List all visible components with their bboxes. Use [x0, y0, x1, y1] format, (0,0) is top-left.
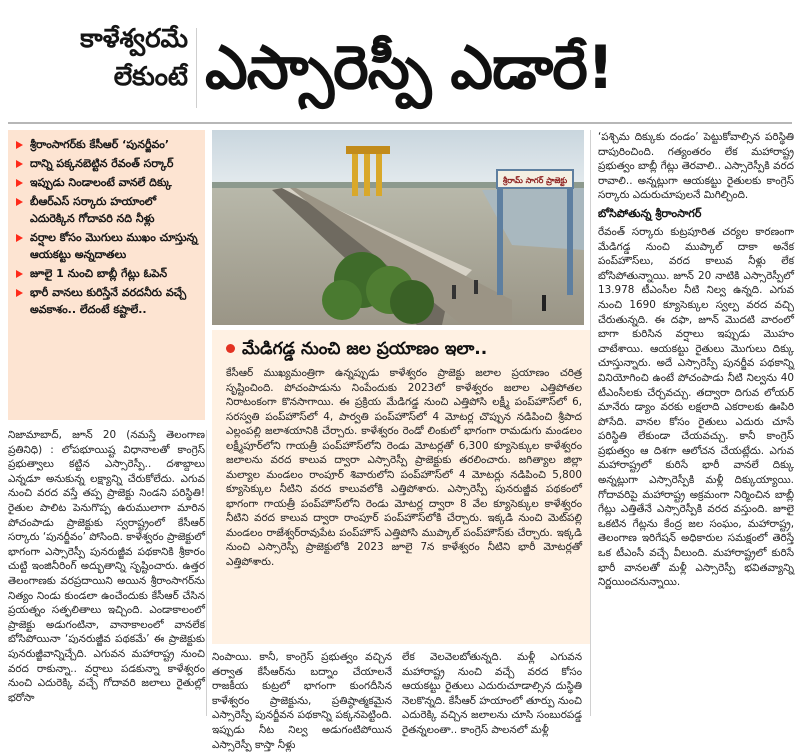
headline-rule	[8, 122, 792, 124]
article-column-right	[598, 130, 794, 716]
feature-title: మేడిగడ్డ నుంచి జల ప్రయాణం ఇలా..	[226, 336, 582, 362]
kicker-line-2: లేకుంటే	[113, 62, 188, 92]
article-column-left	[8, 428, 205, 716]
highlight-item: భారీ వానలు కురిస్తేనే వరదనీరు వచ్చే అవకాశం.. లేదంటే కష్టాలే..	[16, 284, 199, 318]
page-title: ఎస్సారెస్పీ ఎడారే!	[205, 33, 614, 103]
highlights-box	[8, 130, 205, 420]
column-rule	[206, 430, 207, 716]
highlight-item: శ్రీరాంసాగర్‌కు కేసీఆర్ ‘పునర్జీవం’	[16, 136, 199, 153]
highlight-item: జూలై 1 నుంచి బాబ్లీ గేట్లు ఓపెన్	[16, 265, 199, 282]
highlight-item: దాన్ని పక్కనబెట్టిన రేవంత్ సర్కార్	[16, 155, 199, 172]
article-paragraph: రేవంత్ సర్కారు కుట్రపూరిత చర్యల కారణంగా మేడిగడ్డ నుంచి ముప్కాల్ దాకా అనేక పంప్‌హౌస్‌లు, వరద కాలువ నీళ్లు లేక బోసిపోతున్నాయి. జూన్ 20 నాటికి ఎస్సారెస్పీలో 13.978 టీఎంసీల నీటి నిల్వ ఉన్నది. ఎగువ నుంచి 1690 క్యూసెక్కుల స్వల్ప వరద వచ్చి చేరుతున్నది. ఈ దఫా, జూన్ మొదటి వారంలో బాగా కురిసిన వర్షాలు ఇప్పుడు మొహం చాటేశాయి. ఆయకట్టు రైతులు మొగులు దిక్కు చూస్తున్నారు. అదే ఎస్సారెస్పీ పునర్జీవ పథకాన్ని వినియోగించి ఉంటే పోచంపాడు నీటి నిల్వను 40 టీఎంసీలకు చేర్చవచ్చు. తద్వారా దిగువ లోయర్ మానేరు డ్యాం వరకు లక్షలాది ఎకరాలకు ఊపిరి పోసేది. వానల కోసం రైతులు ఎదురు చూసే పరిస్థితి లేకుండా చేయవచ్చు. కానీ కాంగ్రెస్ ప్రభుత్వం ఆ దిశగా ఆలోచన చేయట్లేదు. ఎగువ మహారాష్ట్రలో కురిసే భారీ వానలే దిక్కు అన్నట్లుగా ఎస్సారెస్పీకి మళ్లీ దిక్కుయ్యాయి. గోదావరిపై మహారాష్ట్ర అక్రమంగా నిర్మించిన బాబ్లీ గేట్లు ఎత్తితేనే ఎస్సారెస్పీకి వరద వస్తుంది. జూలై ఒకటిన గేట్లను కేంద్ర జల సంఘం, మహారాష్ట్ర, తెలంగాణ ఇరిగేషన్ అధికారుల సమక్షంలో తెరిస్తే ఒక టీఎంసీ వచ్చే వీలుంది. మహారాష్ట్రలో కురిసే భారీ వానలతో మళ్లీ ఎస్సారెస్పీ భవితవ్యాన్ని నిర్ణయించనున్నాయి.	[598, 225, 794, 589]
dam-sign-label: శ్రీరామ్ సాగర్ ప్రాజెక్టు	[502, 176, 568, 185]
photo-dam	[212, 130, 584, 325]
headline-kicker	[8, 20, 188, 96]
article-paragraph: లేక వెలవెలబోతున్నది. మళ్లీ ఎగువన మహారాష్ట్ర నుంచి వచ్చే వరద కోసం ఆయకట్టు రైతులు ఎదురుచూడాల్సిన దుస్థితి నెలకొన్నది. కేసీఆర్ హయాంలో తూర్పు నుంచి ఎదురెక్కి వచ్చిన జలాలను చూసి సంబురపడ్డ రైతన్నలంతా.. కాంగ్రెస్ పాలనలో మళ్లీ	[402, 651, 582, 736]
article-column-middle	[212, 650, 584, 751]
headline-divider	[196, 28, 197, 108]
article-paragraph: ‘పశ్చిమ దిక్కుకు దండం’ పెట్టుకోవాల్సిన పరిస్థితి దాపురించింది. గత్యంతరం లేక మహారాష్ట్ర ప్రభుత్వం బాబ్లీ గేట్లు తెరవాలి.. ఎస్సారెస్పీకి వరద రావాలి.. అన్నట్లుగా ఆయకట్టు రైతులకు కాంగ్రెస్ సర్కారు ఎదురుచూపులనే మిగిల్చింది.	[598, 131, 794, 202]
highlight-item: బీఆర్ఎస్ సర్కారు హయాంలో ఎదురెక్కిన గోదావరి నది నీళ్లు	[16, 193, 199, 227]
article-paragraph: నింపాయి. కానీ, కాంగ్రెస్ ప్రభుత్వం వచ్చిన తర్వాత కేసీఆర్‌ను బద్నాం చేయాలనే రాజకీయ కుట్రలో భాగంగా కుంగదీసిన కాళేశ్వరం ప్రాజెక్టును, ప్రతిష్ఠాత్మకమైన ఎస్సారెస్పీ పునర్జీవన పథకాన్ని పక్కనపెట్టింది. ఇప్పుడు నీట నిల్వ అడుగంటిపోయిన ఎస్సారెస్పీ కాస్తా నీళ్లు	[212, 651, 392, 751]
highlight-item: ఇప్పుడు నిండాలంటే వానలే దిక్కు	[16, 174, 199, 191]
feature-box	[212, 330, 590, 644]
dam-photo	[212, 130, 584, 325]
article-paragraph: నిజామాబాద్, జూన్ 20 (నమస్తే తెలంగాణ ప్రతినిధి) : లోపభూయిష్ట విధానాలతో కాంగ్రెస్ ప్రభుత్వాలు కట్టిన ఎస్సారెస్పీ.. దశాబ్దాలు ఎన్నడూ అనుకున్న లక్ష్యాన్ని చేరుకోలేదు. ఎగువ నుంచి వరద వస్తే తప్ప ప్రాజెక్టు నిండని పరిస్థితి! రైతుల పాలిట పెనుగొప్ప ఉరుములాగా మారిన పోచంపాడు ప్రాజెక్టుకు స్వరాష్ట్రంలో కేసీఆర్ సర్కారు ‘పునర్జీవం’ పోసింది. కాళేశ్వరం ప్రాజెక్టులో భాగంగా ఎస్సారెస్పీ పునరుజ్జీవ పథకానికి శ్రీకారం చుట్టి ఇంజినీరింగ్ అద్భుతాన్ని సృష్టించారు. ఉత్తర తెలంగాణకు వరప్రదాయిని అయిన శ్రీరాంసాగర్‌ను నిత్యం నిండు కుండలా ఉంచేందుకు కేసీఆర్ చేసిన ప్రయత్నం సత్ఫలితాలు ఇచ్చింది. ఎండాకాలంలో ప్రాజెక్టు అడుగంటినా, వానాకాలంలో వానలేక బోసిపోయినా ‘పునరుజ్జీవ పథకమే’ ఈ ప్రాజెక్టుకు పునరుజ్జీవాన్నిచ్చేది. ఎగువన మహారాష్ట్ర నుంచి వరద రాకున్నా.. వర్షాలు పడకున్నా కాళేశ్వరం నుంచి ఎదురెక్కి వచ్చే గోదావరి జలాలు రైతుల్లో భరోసా	[8, 429, 205, 704]
kicker-line-1: కాళేశ్వరమే	[80, 24, 188, 54]
feature-body: కేసీఆర్ ముఖ్యమంత్రిగా ఉన్నప్పుడు కాళేశ్వరం ప్రాజెక్టు జలాల ప్రయాణం చరిత్ర సృష్టించింది. పోచంపాడును నింపేందుకు 2023లో కాళేశ్వరం జలాల ఎత్తిపోతల నిరాటంకంగా కొనసాగాయి. ఈ ప్రక్రియ మేడిగడ్డ నుంచి ఎత్తిపోసి లక్ష్మీ పంప్‌హౌస్‌లో 6, సరస్వతి పంప్‌హౌస్‌లో 4, పార్వతి పంప్‌హౌస్‌లో 4 మోటర్ల చొప్పున నడిపించి శ్రీపాద ఎల్లంపల్లి జలాశయానికి చేర్చారు. కాళేశ్వరం రెండో లింకులో భాగంగా రామడుగు మండలం లక్ష్మీపూర్‌లోని గాయత్రీ పంప్‌హౌస్‌లోని రెండు మోటర్లతో 6,300 క్యూసెక్కుల కాళేశ్వరం జలాలను వరద కాలువ ద్వారా ఎస్సారెస్పీ ప్రాజెక్టుకు తరలించారు. జగిత్యాల జిల్లా మల్యాల మండలం రాంపూర్ శివారులోని పంప్‌హౌస్‌లో 4 మోటర్లు నడిపించి 5,800 క్యూసెక్కుల నీటిని వరద కాలువలోకి ఎత్తిపోశారు. ఎస్సారెస్పీ పునరుజ్జీవ పథకంలో భాగంగా గాయత్రీ పంప్‌హౌస్‌లోని రెండు మోటర్ల ద్వారా 8 వేల క్యూసెక్కుల కాళేశ్వరం నీటిని వరద కాలువ ద్వారా రాంపూర్ పంప్‌హౌస్‌లోకి చేర్చారు. ఇక్కడి నుంచి మెట్‌పల్లి మండలం రాజేశ్వర్‌రావుపేట పంప్‌హౌస్ ఎత్తిపోసి ముప్కాల్ పంప్‌హౌస్‌కు చేర్చారు. ఇక్కడి నుంచి ఎస్సారెస్పీ ప్రాజెక్టులోకి 2023 జూలై 7న కాళేశ్వరం నీటిని భారీ మోటర్లతో ఎత్తిపోశారు.	[226, 367, 582, 568]
highlight-item: వర్షాల కోసం మొగులు ముఖం చూస్తున్న ఆయకట్టు అన్నదాతలు	[16, 229, 199, 263]
column-rule	[590, 130, 591, 716]
article-subhead: బోసిపోతున్న శ్రీరాంసాగర్	[598, 206, 702, 220]
